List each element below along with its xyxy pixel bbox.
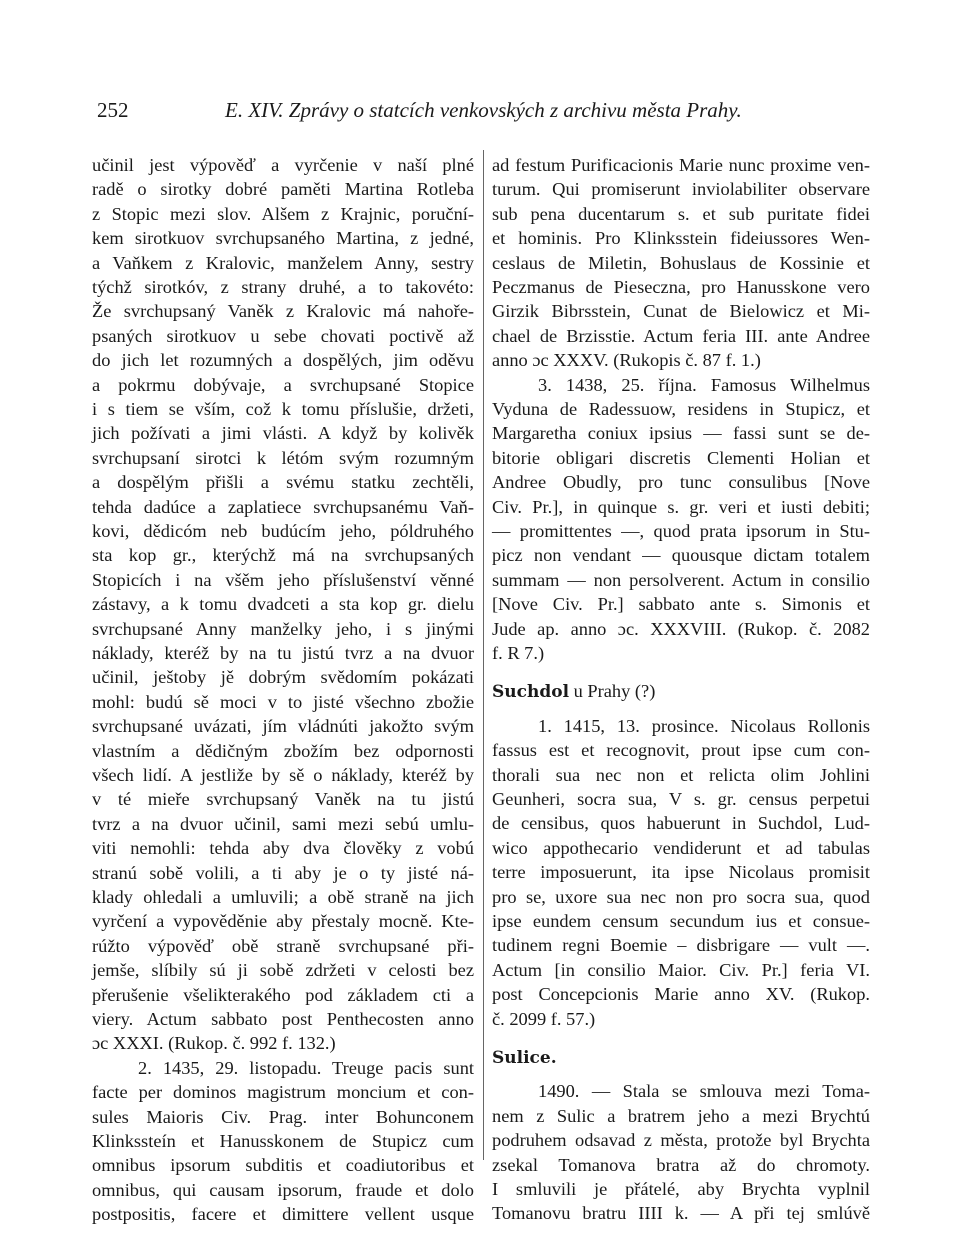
text-line: a Vaňkem z Kralovic, manželem Anny, sestry [92,252,474,273]
text-line: omnibus ipsorum subditis et coadiutoribus et [92,1155,474,1176]
text-line: 1. 1415, 13. prosince. Nicolaus Rollonis [538,715,870,736]
text-line: svrchupsané Anny manželky jeho, i s jinými [92,618,474,639]
text-line: ad festum Purificacionis Marie nunc proxime ven- [492,155,870,175]
text-line: Geunheri, socra sua, V s. gr. census perpetui [492,789,870,809]
text-line: podruhem odsavad z města, protože byl Brychta [492,1130,870,1151]
text-line: stranú sobě volili, a ti aby je o ty jisté ná- [92,862,474,883]
text-line: 2. 1435, 29. listopadu. Treuge pacis sunt [138,1057,474,1078]
text-line: Civ. Pr.], in quinque s. gr. veri et iusti debiti; [492,496,870,517]
text-line: Vyduna de Radessuow, residens in Stupicz, et [492,399,870,419]
text-line: z Stopic mezi slov. Alšem z Krajnic, poruční- [92,203,474,224]
text-line: [Nove Civ. Pr.] sabbato ante s. Simonis et [492,594,870,615]
text-line: ɔc XXXI. (Rukop. č. 992 f. 132.) [92,1033,336,1054]
text-line: chael de Brzisstie. Actum feria III. ante Andree [492,325,870,346]
text-line: a pokrmu dobývaje, a svrchupsané Stopice [92,374,474,395]
text-line: Stopicích i na všěm jeho příslušenství věnné [92,569,474,590]
text-line: náklady, kteréž by na tu jistú tvrz a na dvuor [92,643,474,663]
text-line: svrchupsaní sirotci k létóm svým rozumným [92,447,474,468]
page-header [97,98,867,126]
text-line: radě o sirotky dobré paměti Martina Rotleba [92,179,474,200]
text-line: vlastním a dědičným zbožím bez odpornosti [92,740,474,761]
text-line: 1490. — Stala se smlouva mezi Toma- [538,1081,870,1102]
text-line: Actum [in consilio Maior. Civ. Pr.] feria VI. [492,959,870,980]
text-line: i s tiem se vším, což k tomu příslušie, držeti, [92,399,474,419]
text-line: Tomanovu bratru IIII k. — A při tej smlúvě [492,1203,870,1224]
text-line: tudinem regni Boemie – disbrigare — vult —. [492,935,870,956]
section-heading-rest: u Prahy (?) [569,681,656,702]
text-line: picz non vendant — quousque dictam totalem [492,545,870,566]
text-line: viery. Actum sabbato post Penthecosten anno [92,1009,474,1029]
text-line: viti nemohli: tehda aby dva člověky z vobú [92,838,474,859]
running-title: E. XIV. Zprávy o statcích venkovských z archivu města Prahy. [225,98,742,122]
text-line: summam — non persolverent. Actum in consilio [492,569,870,590]
text-line: vyrčení a vypověděnie aby přestaly mocně. Kte- [92,911,474,932]
text-line: kovi, dědicóm neb budúcím jeho, póldruhého [92,521,474,541]
text-line: ipse eundem censum secundum ius et consue- [492,911,870,931]
text-line: v té mieře svrchupsaný Vaněk na tu jistú [92,789,474,810]
text-line: de censibus, quos habuerunt in Suchdol, Lud- [492,813,870,834]
text-line: terre imposuerunt, ita ipse Nicolaus promisit [492,862,870,883]
text-line: týchž sirotkóv, z strany druhé, a to takovéto: [92,277,474,297]
text-line: č. 2099 f. 57.) [492,1008,596,1029]
text-line: Jude ap. anno ɔc. XXXVIII. (Rukop. č. 2082 [492,618,870,639]
text-line: jemše, slíbily sú ji sobě zdržeti v celosti bez [92,960,474,981]
text-line: Klinkssteín et Hanusskonem de Stupicz cum [92,1131,474,1151]
section-heading-sulice [492,1045,557,1069]
text-line: post Concepcionis Marie anno XV. (Rukop. [492,984,870,1005]
text-line: všech lidí. A jestliže by sě o náklady, kteréž by [92,765,474,785]
text-line: bitorie obligari discretis Clementi Holian et [492,447,870,468]
text-line: tehda dadúce a zaplatiece svrchupsanému Vaň- [92,496,474,517]
section-heading-suchdol [492,679,655,703]
text-line: turum. Qui promiserunt inviolabiliter observare [492,179,870,200]
text-line: tvrz a na dvuor učinil, sami mezi sebú umlu- [92,813,474,834]
text-line: 3. 1438, 25. října. Famosus Wilhelmus [538,374,870,395]
text-line: Andree Obudly, pro tunc consulibus [Nove [492,472,870,493]
text-line: sta kop gr., kterýchž má na svrchupsaných [92,545,474,566]
page-number: 252 [97,98,129,122]
text-line: sub pena ducentarum s. et sub puritate fidei [492,203,870,224]
text-line: omnibus, qui causam ipsorum, fraude et dolo [92,1179,474,1200]
text-line: ceslaus de Miletin, Bohuslaus de Kossinie et [492,252,870,273]
text-line: pro se, uxore sua nec non pro socra sua, quod [492,886,870,907]
text-line: fassus est et recognovit, prout ipse cum con- [492,740,870,761]
text-line: facte per dominos magistrum moncium et con- [92,1082,474,1103]
text-line: et hominis. Pro Klinksstein fideiussores Wen- [492,228,870,249]
text-line: přerušenie všelikterakého pod základem cti a [92,984,474,1005]
text-line: thorali sua nec non et relicta olim Johlini [492,764,870,785]
text-line: anno ɔc XXXV. (Rukopis č. 87 f. 1.) [492,350,761,371]
section-heading-bold: Suchdol [492,682,570,703]
text-line: f. R 7.) [492,643,545,663]
text-line: psaných sirotkuov u sebe chovati poctivě až [92,325,474,346]
text-line: postpositis, facere et dimittere vellent usque [92,1204,474,1225]
text-line: zsekal Tomanova bratra až do chromoty. [492,1154,870,1175]
text-line: učinil jest výpověď a vyrčenie v naší plné [92,155,474,175]
text-line: Girzik Bibrsstein, Cunat de Bielowicz et Mi- [492,301,870,322]
text-line: do jich let rozumných a dospělých, jim oděvu [92,350,474,371]
text-line: učinil, ještoby jě dobrým svědomím pokázati [92,667,474,688]
text-line: Peczmanus de Pieseczna, pro Hanusskone vero [492,277,870,297]
text-line: klady ohledali a umluvili; a obě straně na jich [92,887,474,907]
text-line: kem sirotkuov svrchupsaného Martina, z jedné, [92,228,474,249]
text-line: svrchupsané uvázati, jím vládnúti jakožto svým [92,716,474,737]
text-line: — promittentes —, quod prata ipsorum in Stu- [492,521,870,541]
text-line: rúžto výpověď obě straně svrchupsané při- [92,935,474,956]
text-line: I smluvili je přátelé, aby Brychta vyplnil [492,1179,870,1199]
text-line: jich požívati a jimi vlásti. A když by kolivěk [92,423,474,444]
text-line: sules Maioris Civ. Prag. inter Bohunconem [92,1106,474,1127]
text-line: nem z Sulic a bratrem jeho a mezi Brychtú [492,1105,870,1126]
text-line: Že svrchupsaný Vaněk z Kralovic má nahoře- [92,301,474,322]
text-line: Margaretha coniux ipsius — fassi sunt se de- [492,423,870,444]
text-line: mohl: budú sě moci v to jisté všechno zbožie [92,691,474,712]
section-heading-bold: Sulice. [492,1048,557,1068]
text-line: a dospělým přišli a svému statku zechtěli, [92,472,474,493]
text-line: wico appothecario vendiderunt et ad tabulas [492,837,870,858]
text-line: zástavy, a k tomu dvadceti a sta kop gr. dielu [92,594,474,615]
column-divider [483,150,484,1160]
